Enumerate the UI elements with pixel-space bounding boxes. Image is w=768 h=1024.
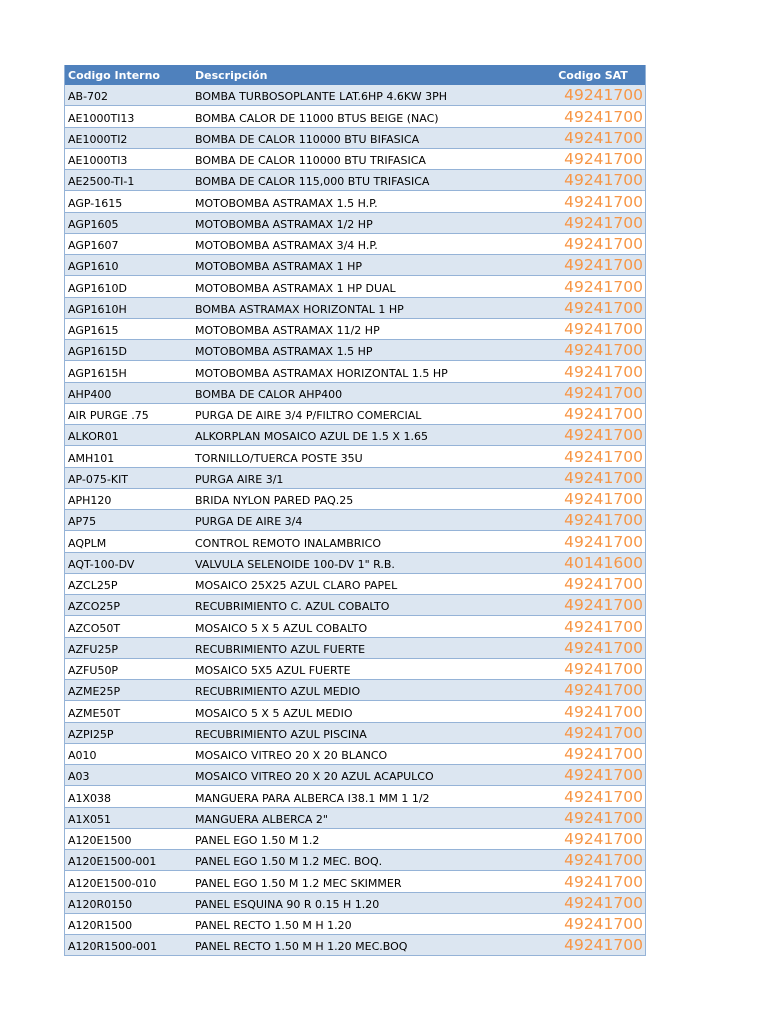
cell-codigo-sat[interactable]: 49241700 (564, 851, 643, 870)
cell-codigo-sat[interactable]: 49241700 (564, 107, 643, 126)
cell-descripcion[interactable]: BOMBA CALOR DE 11000 BTUS BEIGE (NAC) (195, 111, 439, 125)
cell-codigo-sat[interactable]: 49241700 (564, 936, 643, 955)
cell-codigo-sat[interactable]: 49241700 (564, 447, 643, 466)
cell-descripcion[interactable]: BOMBA DE CALOR 110000 BTU TRIFASICA (195, 154, 426, 167)
cell-codigo-interno[interactable]: AGP-1615 (68, 196, 123, 210)
table-row (65, 765, 645, 786)
table-row (65, 128, 645, 149)
table-row (65, 340, 645, 361)
cell-codigo-sat[interactable]: 49241700 (564, 575, 643, 593)
cell-codigo-interno[interactable]: AGP1615D (68, 345, 127, 359)
cell-codigo-sat[interactable]: 49241700 (564, 745, 643, 763)
table-row (65, 468, 645, 489)
table-row (65, 893, 645, 914)
cell-descripcion[interactable]: BOMBA ASTRAMAX HORIZONTAL 1 HP (195, 302, 404, 316)
cell-descripcion[interactable]: ALKORPLAN MOSAICO AZUL DE 1.5 X 1.65 (195, 430, 428, 444)
cell-codigo-interno[interactable]: A1X038 (68, 791, 112, 805)
cell-descripcion[interactable]: PANEL RECTO 1.50 M H 1.20 (195, 919, 352, 932)
table-row (65, 553, 645, 574)
cell-codigo-interno[interactable]: AE2500-TI-1 (68, 175, 135, 189)
cell-descripcion[interactable]: PANEL ESQUINA 90 R 0.15 H 1.20 (195, 897, 380, 911)
cell-codigo-interno[interactable]: AMH101 (68, 451, 115, 465)
cell-descripcion[interactable]: MOSAICO 5 X 5 AZUL MEDIO (195, 706, 353, 720)
cell-codigo-sat[interactable]: 49241700 (564, 383, 643, 402)
table-row (65, 425, 645, 446)
cell-codigo-interno[interactable]: AZFU25P (68, 642, 119, 656)
cell-codigo-interno[interactable]: A120E1500-010 (68, 876, 157, 890)
cell-descripcion[interactable]: MOTOBOMBA ASTRAMAX 1.5 H.P. (195, 196, 378, 210)
table-row (65, 574, 645, 595)
cell-descripcion[interactable]: PURGA DE AIRE 3/4 P/FILTRO COMERCIAL (195, 409, 422, 422)
cell-codigo-sat[interactable]: 49241700 (564, 681, 643, 700)
cell-descripcion[interactable]: MOSAICO 5X5 AZUL FUERTE (195, 664, 351, 677)
cell-codigo-sat[interactable]: 49241700 (564, 277, 643, 296)
cell-codigo-interno[interactable]: AHP400 (68, 387, 112, 401)
cell-codigo-sat[interactable]: 49241700 (564, 723, 643, 742)
cell-codigo-interno[interactable]: AZCO50T (68, 621, 121, 635)
cell-descripcion[interactable]: MANGUERA PARA ALBERCA I38.1 MM 1 1/2 (195, 791, 430, 805)
cell-codigo-interno[interactable]: A120E1500 (68, 834, 132, 847)
column-header-codigo-sat[interactable]: Codigo SAT (558, 68, 628, 82)
cell-descripcion[interactable]: MOTOBOMBA ASTRAMAX 1 HP (195, 260, 362, 274)
table-row (65, 361, 645, 382)
cell-descripcion[interactable]: MOSAICO 5 X 5 AZUL COBALTO (195, 621, 368, 635)
table-row (65, 935, 645, 956)
cell-codigo-sat[interactable]: 49241700 (564, 150, 643, 168)
table-row (65, 616, 645, 637)
cell-descripcion[interactable]: BOMBA DE CALOR 110000 BTU BIFASICA (195, 132, 420, 146)
cell-codigo-sat[interactable]: 49241700 (564, 702, 643, 721)
cell-codigo-sat[interactable]: 49241700 (564, 490, 643, 508)
cell-codigo-sat[interactable]: 49241700 (564, 638, 643, 657)
cell-codigo-interno[interactable]: AZPI25P (68, 727, 114, 741)
table-row (65, 276, 645, 297)
table-row (65, 914, 645, 935)
table-row (65, 638, 645, 659)
table-row (65, 319, 645, 340)
table-row (65, 850, 645, 871)
cell-descripcion[interactable]: MOSAICO VITREO 20 X 20 AZUL ACAPULCO (195, 770, 434, 784)
cell-descripcion[interactable]: MANGUERA ALBERCA 2" (195, 812, 328, 826)
table-body (65, 85, 645, 956)
table-row (65, 170, 645, 191)
cell-descripcion[interactable]: MOTOBOMBA ASTRAMAX 11/2 HP (195, 324, 380, 337)
table-header-row (65, 65, 645, 85)
cell-descripcion[interactable]: RECUBRIMIENTO AZUL MEDIO (195, 685, 361, 699)
cell-codigo-interno[interactable]: AE1000TI2 (68, 132, 128, 146)
cell-descripcion[interactable]: MOTOBOMBA ASTRAMAX 3/4 H.P. (195, 239, 378, 252)
cell-descripcion[interactable]: MOTOBOMBA ASTRAMAX 1 HP DUAL (195, 281, 396, 295)
table-row (65, 723, 645, 744)
table-row (65, 298, 645, 319)
cell-codigo-interno[interactable]: A1X051 (68, 812, 112, 826)
cell-codigo-sat[interactable]: 49241700 (564, 128, 643, 147)
cell-descripcion[interactable]: MOTOBOMBA ASTRAMAX 1/2 HP (195, 217, 373, 231)
cell-descripcion[interactable]: RECUBRIMIENTO AZUL PISCINA (195, 727, 367, 741)
cell-codigo-interno[interactable]: AZME25P (68, 685, 121, 699)
cell-descripcion[interactable]: RECUBRIMIENTO C. AZUL COBALTO (195, 600, 390, 614)
cell-codigo-sat[interactable]: 49241700 (564, 256, 643, 275)
cell-codigo-interno[interactable]: AQT-100-DV (68, 557, 135, 571)
table-row (65, 234, 645, 255)
cell-codigo-interno[interactable]: AGP1607 (68, 239, 119, 252)
cell-codigo-sat[interactable]: 49241700 (564, 468, 643, 487)
cell-codigo-sat[interactable]: 49241700 (564, 660, 643, 678)
cell-codigo-sat[interactable]: 49241700 (564, 235, 643, 253)
cell-descripcion[interactable]: PANEL EGO 1.50 M 1.2 MEC SKIMMER (195, 876, 402, 890)
table-row (65, 808, 645, 829)
cell-codigo-interno[interactable]: AIR PURGE .75 (68, 409, 149, 422)
cell-codigo-interno[interactable]: AE1000TI3 (68, 154, 128, 167)
cell-codigo-sat[interactable]: 49241700 (564, 362, 643, 381)
cell-descripcion[interactable]: PANEL RECTO 1.50 M H 1.20 MEC.BOQ (195, 940, 408, 954)
table-row (65, 701, 645, 722)
cell-codigo-sat[interactable]: 49241700 (564, 787, 643, 806)
cell-descripcion[interactable]: TORNILLO/TUERCA POSTE 35U (195, 451, 363, 465)
cell-codigo-interno[interactable]: AQPLM (68, 536, 107, 550)
cell-codigo-sat[interactable]: 49241700 (564, 872, 643, 891)
table-row (65, 213, 645, 234)
cell-codigo-interno[interactable]: A010 (68, 749, 97, 762)
table-row (65, 191, 645, 212)
cell-codigo-interno[interactable]: A120E1500-001 (68, 855, 157, 869)
cell-codigo-sat[interactable]: 49241700 (564, 766, 643, 785)
cell-codigo-interno[interactable]: AGP1615 (68, 324, 119, 337)
cell-codigo-sat[interactable]: 49241700 (564, 596, 643, 615)
cell-codigo-sat[interactable]: 49241700 (564, 426, 643, 445)
cell-codigo-sat[interactable]: 49241700 (564, 171, 643, 190)
table-row (65, 680, 645, 701)
cell-descripcion[interactable]: PANEL EGO 1.50 M 1.2 MEC. BOQ. (195, 855, 383, 869)
cell-descripcion[interactable]: PANEL EGO 1.50 M 1.2 (195, 834, 320, 847)
cell-codigo-interno[interactable]: AZFU50P (68, 664, 119, 677)
column-header-descripcion[interactable]: Descripción (195, 68, 268, 82)
cell-codigo-sat[interactable]: 49241700 (564, 213, 643, 232)
table-row (65, 383, 645, 404)
table-row (65, 659, 645, 680)
table-row (65, 489, 645, 510)
table-row (65, 871, 645, 892)
cell-codigo-sat[interactable]: 49241700 (564, 511, 643, 530)
cell-codigo-interno[interactable]: A120R1500 (68, 919, 133, 932)
cell-codigo-interno[interactable]: AZCO25P (68, 600, 121, 614)
table-row (65, 510, 645, 531)
table-row (65, 531, 645, 552)
cell-codigo-sat[interactable]: 49241700 (564, 192, 643, 211)
cell-descripcion[interactable]: BOMBA DE CALOR AHP400 (195, 387, 343, 401)
cell-descripcion[interactable]: PURGA AIRE 3/1 (195, 472, 284, 486)
table-row (65, 595, 645, 616)
table-row (65, 149, 645, 170)
table-row (65, 829, 645, 850)
cell-codigo-sat[interactable]: 49241700 (564, 915, 643, 933)
cell-codigo-interno[interactable]: AGP1610D (68, 281, 127, 295)
cell-descripcion[interactable]: MOSAICO 25X25 AZUL CLARO PAPEL (195, 579, 398, 592)
cell-descripcion[interactable]: MOSAICO VITREO 20 X 20 BLANCO (195, 749, 388, 762)
cell-codigo-interno[interactable]: AB-702 (68, 90, 109, 104)
cell-codigo-interno[interactable]: A03 (68, 770, 90, 784)
cell-codigo-sat[interactable]: 49241700 (564, 320, 643, 338)
column-header-codigo-interno[interactable]: Codigo Interno (68, 68, 160, 82)
cell-descripcion[interactable]: BOMBA TURBOSOPLANTE LAT.6HP 4.6KW 3PH (195, 90, 448, 104)
cell-codigo-interno[interactable]: APH120 (68, 494, 112, 507)
table-row (65, 106, 645, 127)
cell-codigo-sat[interactable]: 49241700 (564, 405, 643, 423)
cell-codigo-sat[interactable]: 49241700 (564, 532, 643, 551)
table-row (65, 786, 645, 807)
cell-descripcion[interactable]: CONTROL REMOTO INALAMBRICO (195, 536, 381, 550)
cell-descripcion[interactable]: MOTOBOMBA ASTRAMAX HORIZONTAL 1.5 HP (195, 366, 448, 380)
cell-codigo-interno[interactable]: AP75 (68, 515, 97, 529)
cell-codigo-interno[interactable]: A120R0150 (68, 897, 133, 911)
table-row (65, 85, 645, 106)
cell-descripcion[interactable]: RECUBRIMIENTO AZUL FUERTE (195, 642, 366, 656)
cell-codigo-sat[interactable]: 40141600 (564, 553, 643, 572)
cell-codigo-interno[interactable]: AGP1605 (68, 217, 119, 231)
cell-codigo-sat[interactable]: 49241700 (564, 298, 643, 317)
cell-codigo-sat[interactable]: 49241700 (564, 893, 643, 912)
cell-codigo-sat[interactable]: 49241700 (564, 617, 643, 636)
cell-codigo-interno[interactable]: AGP1615H (68, 366, 127, 380)
cell-descripcion[interactable]: VALVULA SELENOIDE 100-DV 1" R.B. (195, 557, 395, 571)
cell-codigo-sat[interactable]: 49241700 (564, 86, 643, 105)
table-row (65, 446, 645, 467)
cell-descripcion[interactable]: PURGA DE AIRE 3/4 (195, 515, 303, 529)
cell-codigo-sat[interactable]: 49241700 (564, 830, 643, 848)
cell-codigo-interno[interactable]: AGP1610 (68, 260, 119, 274)
spreadsheet-table (64, 65, 646, 956)
cell-descripcion[interactable]: BOMBA DE CALOR 115,000 BTU TRIFASICA (195, 175, 430, 189)
cell-codigo-interno[interactable]: AE1000TI13 (68, 111, 135, 125)
cell-codigo-interno[interactable]: A120R1500-001 (68, 940, 158, 954)
cell-descripcion[interactable]: BRIDA NYLON PARED PAQ.25 (195, 494, 354, 507)
cell-codigo-interno[interactable]: AP-075-KIT (68, 472, 129, 486)
cell-codigo-interno[interactable]: AZME50T (68, 706, 121, 720)
cell-codigo-sat[interactable]: 49241700 (564, 341, 643, 360)
cell-codigo-interno[interactable]: ALKOR01 (68, 430, 119, 444)
table-row (65, 744, 645, 765)
cell-descripcion[interactable]: MOTOBOMBA ASTRAMAX 1.5 HP (195, 345, 373, 359)
table-row (65, 255, 645, 276)
table-row (65, 404, 645, 425)
cell-codigo-interno[interactable]: AZCL25P (68, 579, 118, 592)
cell-codigo-interno[interactable]: AGP1610H (68, 302, 127, 316)
cell-codigo-sat[interactable]: 49241700 (564, 808, 643, 827)
